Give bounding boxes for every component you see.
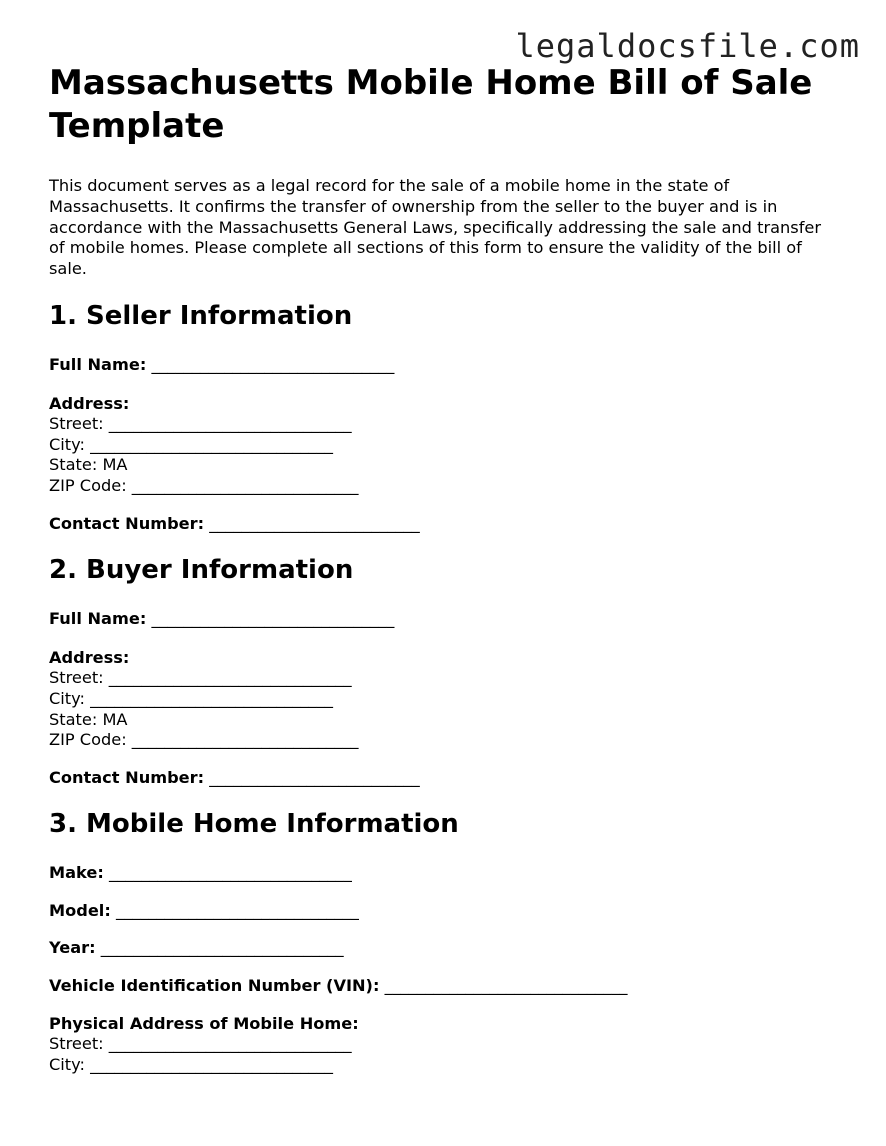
- document-page: [49, 62, 849, 1075]
- seller-state-field: State: MA: [49, 455, 128, 475]
- seller-section: [49, 300, 849, 534]
- make-label: Make:: [49, 863, 104, 883]
- physical-address: [49, 1014, 849, 1076]
- buyer-full-name-label: Full Name:: [49, 609, 147, 629]
- buyer-contact-line[interactable]: __________________________: [209, 767, 420, 787]
- buyer-contact-field[interactable]: [49, 768, 849, 789]
- seller-contact-label: Contact Number:: [49, 513, 205, 533]
- intro-paragraph: This document serves as a legal record for the sale of a mobile home in the state of Massachusetts. It confirms the transfer of ownership from the seller to the buyer and is in accordance with the Massachusetts General Laws, specifically addressing the sale and transfer of mobile homes. Please complete all sections of this form to ensure the validity of the bill of sale.: [49, 176, 822, 279]
- watermark: legaldocsfile.com: [515, 27, 860, 65]
- buyer-street-field[interactable]: Street: ______________________________: [49, 668, 352, 688]
- model-line[interactable]: ______________________________: [115, 900, 359, 920]
- seller-heading: 1. Seller Information: [49, 300, 353, 331]
- mobile-home-heading: 3. Mobile Home Information: [49, 809, 459, 840]
- seller-contact-field[interactable]: [49, 514, 849, 535]
- document-title: Massachusetts Mobile Home Bill of Sale Template: [49, 63, 813, 146]
- year-line[interactable]: ______________________________: [100, 938, 344, 958]
- buyer-address-label: Address:: [49, 647, 130, 667]
- vin-line[interactable]: ______________________________: [384, 976, 628, 996]
- seller-address-label: Address:: [49, 393, 130, 413]
- buyer-state-field: State: MA: [49, 709, 128, 729]
- seller-address: [49, 394, 849, 497]
- buyer-heading: 2. Buyer Information: [49, 555, 354, 586]
- buyer-full-name-field[interactable]: [49, 609, 849, 630]
- buyer-address: [49, 648, 849, 751]
- make-field[interactable]: [49, 863, 849, 884]
- physical-street-field[interactable]: Street: ______________________________: [49, 1034, 352, 1054]
- year-field[interactable]: [49, 938, 849, 959]
- seller-full-name-label: Full Name:: [49, 354, 147, 374]
- seller-street-field[interactable]: Street: ______________________________: [49, 414, 352, 434]
- buyer-full-name-line[interactable]: ______________________________: [151, 609, 395, 629]
- mobile-home-section: [49, 808, 849, 1075]
- seller-city-field[interactable]: City: ______________________________: [49, 434, 333, 454]
- seller-full-name-field[interactable]: [49, 355, 849, 376]
- model-field[interactable]: [49, 901, 849, 922]
- seller-contact-line[interactable]: __________________________: [209, 513, 420, 533]
- vin-label: Vehicle Identification Number (VIN):: [49, 976, 380, 996]
- vin-field[interactable]: [49, 976, 849, 997]
- buyer-city-field[interactable]: City: ______________________________: [49, 688, 333, 708]
- physical-city-field[interactable]: City: ______________________________: [49, 1054, 333, 1074]
- buyer-zip-field[interactable]: ZIP Code: ____________________________: [49, 730, 359, 750]
- year-label: Year:: [49, 938, 96, 958]
- buyer-section: [49, 554, 849, 788]
- seller-zip-field[interactable]: ZIP Code: ____________________________: [49, 475, 359, 495]
- seller-full-name-line[interactable]: ______________________________: [151, 354, 395, 374]
- physical-address-label: Physical Address of Mobile Home:: [49, 1013, 359, 1033]
- make-line[interactable]: ______________________________: [108, 863, 352, 883]
- model-label: Model:: [49, 900, 111, 920]
- buyer-contact-label: Contact Number:: [49, 767, 205, 787]
